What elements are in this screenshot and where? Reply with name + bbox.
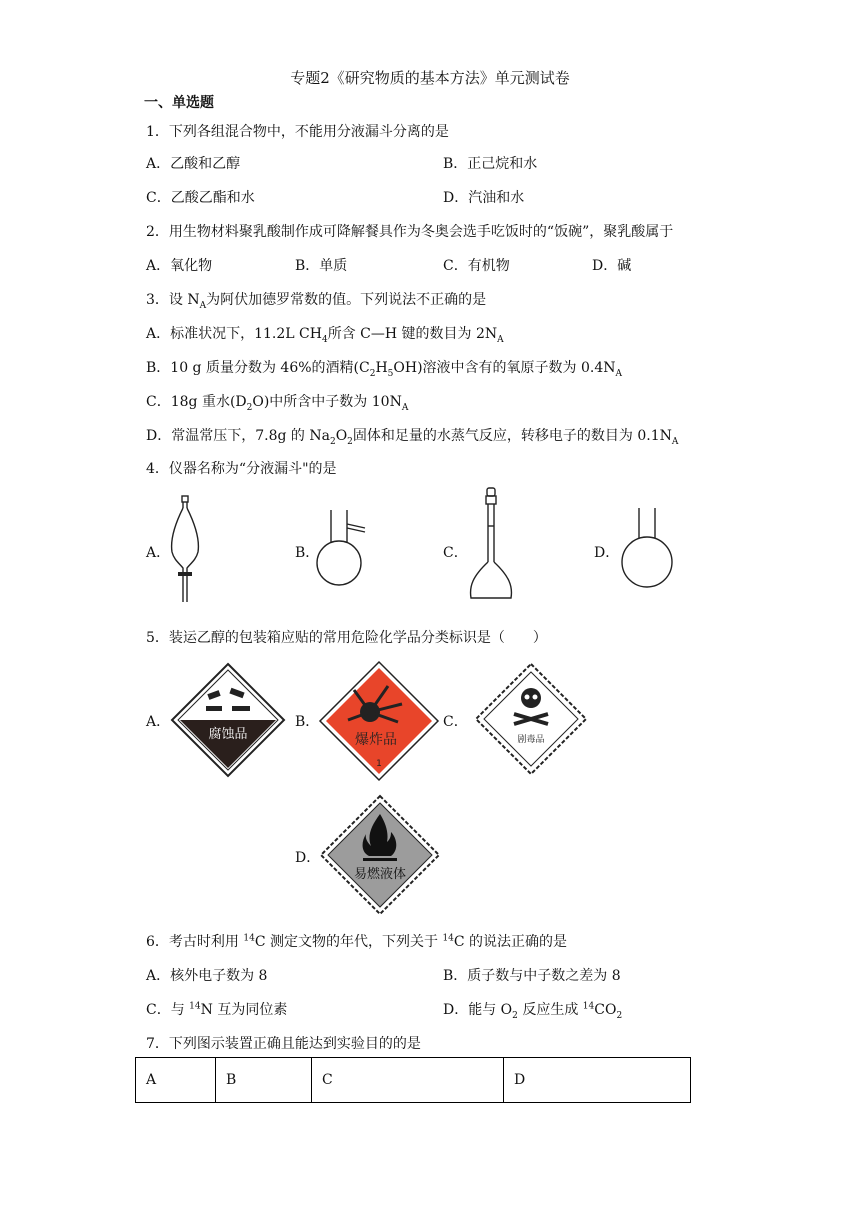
page-title: 专题2《研究物质的基本方法》单元测试卷 [290,69,570,87]
q7-col-b: B [216,1058,312,1103]
q1-option-c: C．乙酸乙酯和水 [146,190,255,206]
q1-option-a: A．乙酸和乙醇 [146,156,241,172]
q3-option-b: B．10 g 质量分数为 46%的酒精$(C_2H_5OH)$溶液中含有的氧原子数为 $0.4N_A$ [146,360,623,379]
separatory-funnel-icon [160,494,210,606]
q1-stem: 1．下列各组混合物中，不能用分液漏斗分离的是 [146,124,449,140]
q4-label-c: C． [443,545,468,561]
q7-col-d: D [504,1058,691,1103]
q2-option-a: A．氧化物 [146,258,213,274]
explosive-sign-label: 爆炸品 [355,732,397,748]
section-heading: 一、单选题 [144,95,214,111]
q6-option-a: A．核外电子数为 8 [146,968,268,984]
q4-label-b: B． [295,545,320,561]
q4-label-a: A． [146,545,171,561]
flammable-sign-label: 易燃液体 [353,867,407,882]
q7-stem: 7．下列图示装置正确且能达到实验目的的是 [146,1036,421,1052]
volumetric-flask-icon [463,486,523,610]
distillation-flask-icon [315,508,377,588]
q5-stem: 5．装运乙醇的包装箱应贴的常用危险化学品分类标识是（ ） [146,630,547,646]
q2-option-c: C．有机物 [443,258,510,274]
q4-stem: 4．仪器名称为“分液漏斗"的是 [146,461,337,477]
q2-option-b: B．单质 [295,258,348,274]
q6-stem: 6．考古时利用 $^{14}$C 测定文物的年代，下列关于 $^{14}$C 的说法正确的是 [146,933,568,950]
toxic-sign-icon [474,662,588,776]
q2-option-d: D．碱 [592,258,632,274]
q1-option-d: D．汽油和水 [443,190,525,206]
q5-label-c: C． [443,714,468,730]
corrosive-sign-label: 腐蚀品 [208,727,248,742]
q5-label-a: A． [146,714,171,730]
q5-label-d: D． [295,850,321,866]
q7-col-c: C [312,1058,504,1103]
round-flask-icon [617,506,679,590]
q7-table [135,1057,691,1103]
q3-stem: 3．设 $N_A$为阿伏加德罗常数的值。下列说法不正确的是 [146,292,487,311]
q3-option-d: D．常温常压下，7.8g 的 $Na_2O_2$固体和足量的水蒸气反应，转移电子的数目为 $0.1N_A$ [146,428,679,447]
flammable-sign-icon [319,794,441,916]
q6-option-c: C．与 $^{14}$N 互为同位素 [146,1001,288,1018]
explosive-sign-icon [318,660,440,782]
q7-col-a: A [136,1058,216,1103]
toxic-sign-label: 剧毒品 [517,735,545,745]
q6-option-b: B．质子数与中子数之差为 8 [443,968,621,984]
q3-option-c: C．18g 重水$(D_2O)$中所含中子数为 $10N_A$ [146,394,409,413]
q5-label-b: B． [295,714,320,730]
corrosive-sign-icon [170,662,286,778]
explosive-sign-number: 1 [376,759,382,769]
q6-option-d: D．能与 $O_2$ 反应生成 $^{14}CO_2$ [443,1001,623,1021]
q1-option-b: B．正己烷和水 [443,156,538,172]
q3-option-a: A．标准状况下，11.2L $CH_4$所含 C—H 键的数目为 $2N_A$ [146,326,504,345]
q2-stem: 2．用生物材料聚乳酸制作成可降解餐具作为冬奥会选手吃饭时的“饭碗”，聚乳酸属于 [146,224,674,240]
q4-label-d: D． [594,545,620,561]
